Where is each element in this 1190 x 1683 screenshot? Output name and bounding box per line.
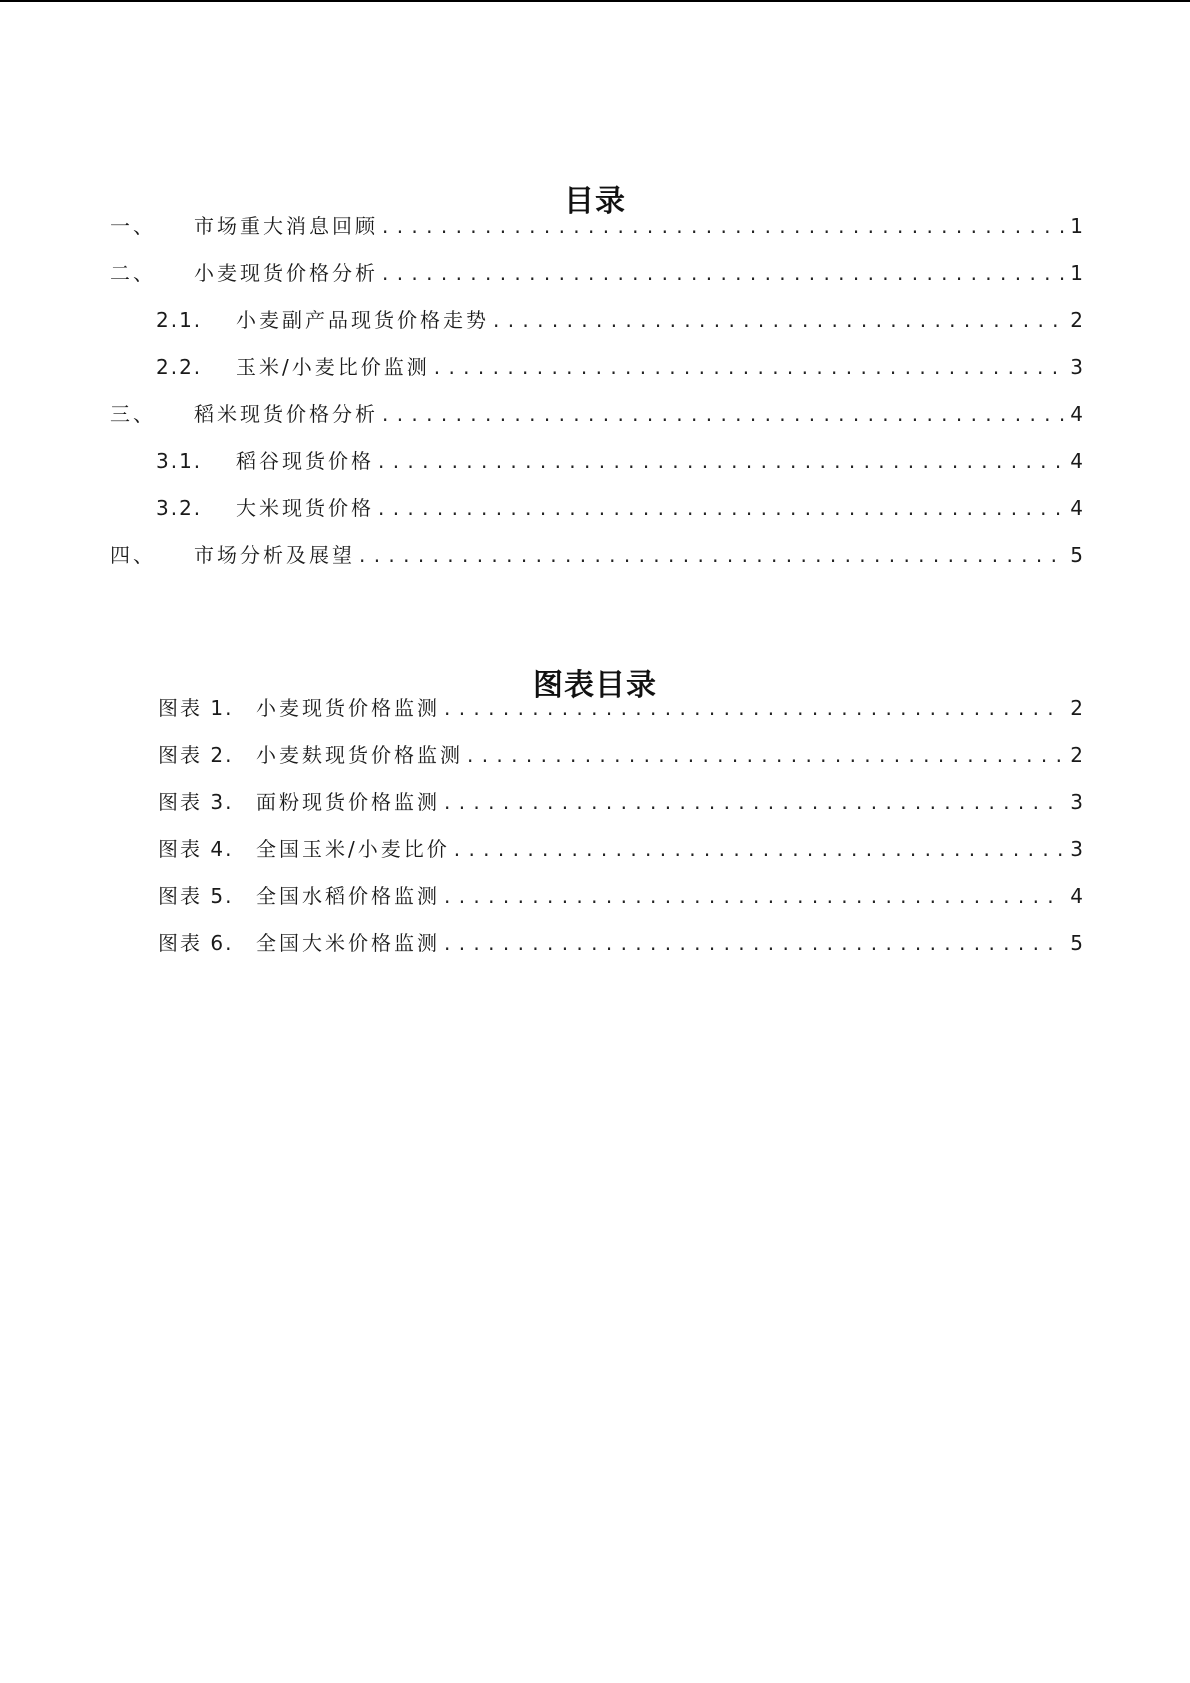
figure-entry-number: 图表 5.: [158, 884, 234, 908]
figure-entry-number: 图表 6.: [158, 931, 234, 955]
figure-entry-title: 小麦现货价格监测: [256, 696, 440, 720]
toc-entry-number: 2.2.: [156, 355, 203, 379]
toc-entry-page: 1: [1070, 214, 1083, 238]
toc-entry[interactable]: [156, 304, 1083, 334]
toc-entry-title: 稻米现货价格分析: [194, 402, 378, 426]
figure-toc-entry[interactable]: [158, 833, 1083, 863]
figure-toc-entry[interactable]: [158, 880, 1083, 910]
toc-dot-leader: [444, 884, 1064, 908]
toc-entry-number: 一、: [110, 214, 156, 238]
toc-entry[interactable]: [110, 257, 1083, 287]
toc-entry-page: 4: [1070, 402, 1083, 426]
page-top-border: [0, 0, 1190, 2]
figure-entry-page: 2: [1070, 743, 1083, 767]
figure-toc-entry[interactable]: [158, 692, 1083, 722]
toc-entry-number: 三、: [110, 402, 156, 426]
figure-entry-number: 图表 2.: [158, 743, 234, 767]
toc-title: 目录: [564, 184, 626, 220]
toc-entry-number: 2.1.: [156, 308, 203, 332]
toc-entry-title: 市场重大消息回顾: [194, 214, 378, 238]
figure-toc-entry[interactable]: [158, 786, 1083, 816]
toc-entry-page: 5: [1070, 543, 1083, 567]
toc-dot-leader: [359, 543, 1064, 567]
toc-entry[interactable]: [156, 445, 1083, 475]
toc-dot-leader: [467, 743, 1064, 767]
figure-toc-entry[interactable]: [158, 927, 1083, 957]
toc-entry-title: 小麦副产品现货价格走势: [236, 308, 489, 332]
toc-dot-leader: [454, 837, 1065, 861]
figure-entry-page: 2: [1070, 696, 1083, 720]
toc-entry-number: 3.2.: [156, 496, 203, 520]
toc-entry-page: 2: [1070, 308, 1083, 332]
toc-entry-title: 稻谷现货价格: [236, 449, 374, 473]
toc-dot-leader: [378, 449, 1064, 473]
toc-dot-leader: [382, 214, 1064, 238]
toc-dot-leader: [382, 402, 1064, 426]
toc-entry-title: 小麦现货价格分析: [194, 261, 378, 285]
toc-entry[interactable]: [110, 210, 1083, 240]
toc-dot-leader: [444, 931, 1064, 955]
toc-entry-page: 4: [1070, 496, 1083, 520]
figure-entry-title: 全国玉米/小麦比价: [256, 837, 450, 861]
toc-entry-title: 大米现货价格: [236, 496, 374, 520]
toc-entry-page: 3: [1070, 355, 1083, 379]
toc-dot-leader: [493, 308, 1064, 332]
toc-dot-leader: [444, 790, 1064, 814]
toc-dot-leader: [444, 696, 1064, 720]
toc-entry-number: 二、: [110, 261, 156, 285]
toc-dot-leader: [378, 496, 1064, 520]
toc-entry-page: 4: [1070, 449, 1083, 473]
figure-entry-page: 4: [1070, 884, 1083, 908]
toc-entry[interactable]: [110, 398, 1083, 428]
figure-entry-page: 5: [1070, 931, 1083, 955]
toc-entry[interactable]: [110, 539, 1083, 569]
figure-entry-page: 3: [1070, 837, 1083, 861]
figure-toc-title: 图表目录: [533, 668, 657, 704]
toc-entry[interactable]: [156, 351, 1083, 381]
toc-dot-leader: [382, 261, 1064, 285]
figure-toc-entry[interactable]: [158, 739, 1083, 769]
figure-entry-title: 小麦麸现货价格监测: [256, 743, 463, 767]
figure-entry-title: 面粉现货价格监测: [256, 790, 440, 814]
figure-entry-number: 图表 1.: [158, 696, 234, 720]
figure-entry-title: 全国水稻价格监测: [256, 884, 440, 908]
figure-entry-number: 图表 3.: [158, 790, 234, 814]
toc-entry-number: 四、: [110, 543, 156, 567]
figure-entry-number: 图表 4.: [158, 837, 234, 861]
toc-entry-title: 市场分析及展望: [194, 543, 355, 567]
figure-entry-title: 全国大米价格监测: [256, 931, 440, 955]
toc-entry-title: 玉米/小麦比价监测: [236, 355, 430, 379]
toc-entry-number: 3.1.: [156, 449, 203, 473]
toc-dot-leader: [434, 355, 1065, 379]
toc-entry-page: 1: [1070, 261, 1083, 285]
figure-entry-page: 3: [1070, 790, 1083, 814]
toc-entry[interactable]: [156, 492, 1083, 522]
